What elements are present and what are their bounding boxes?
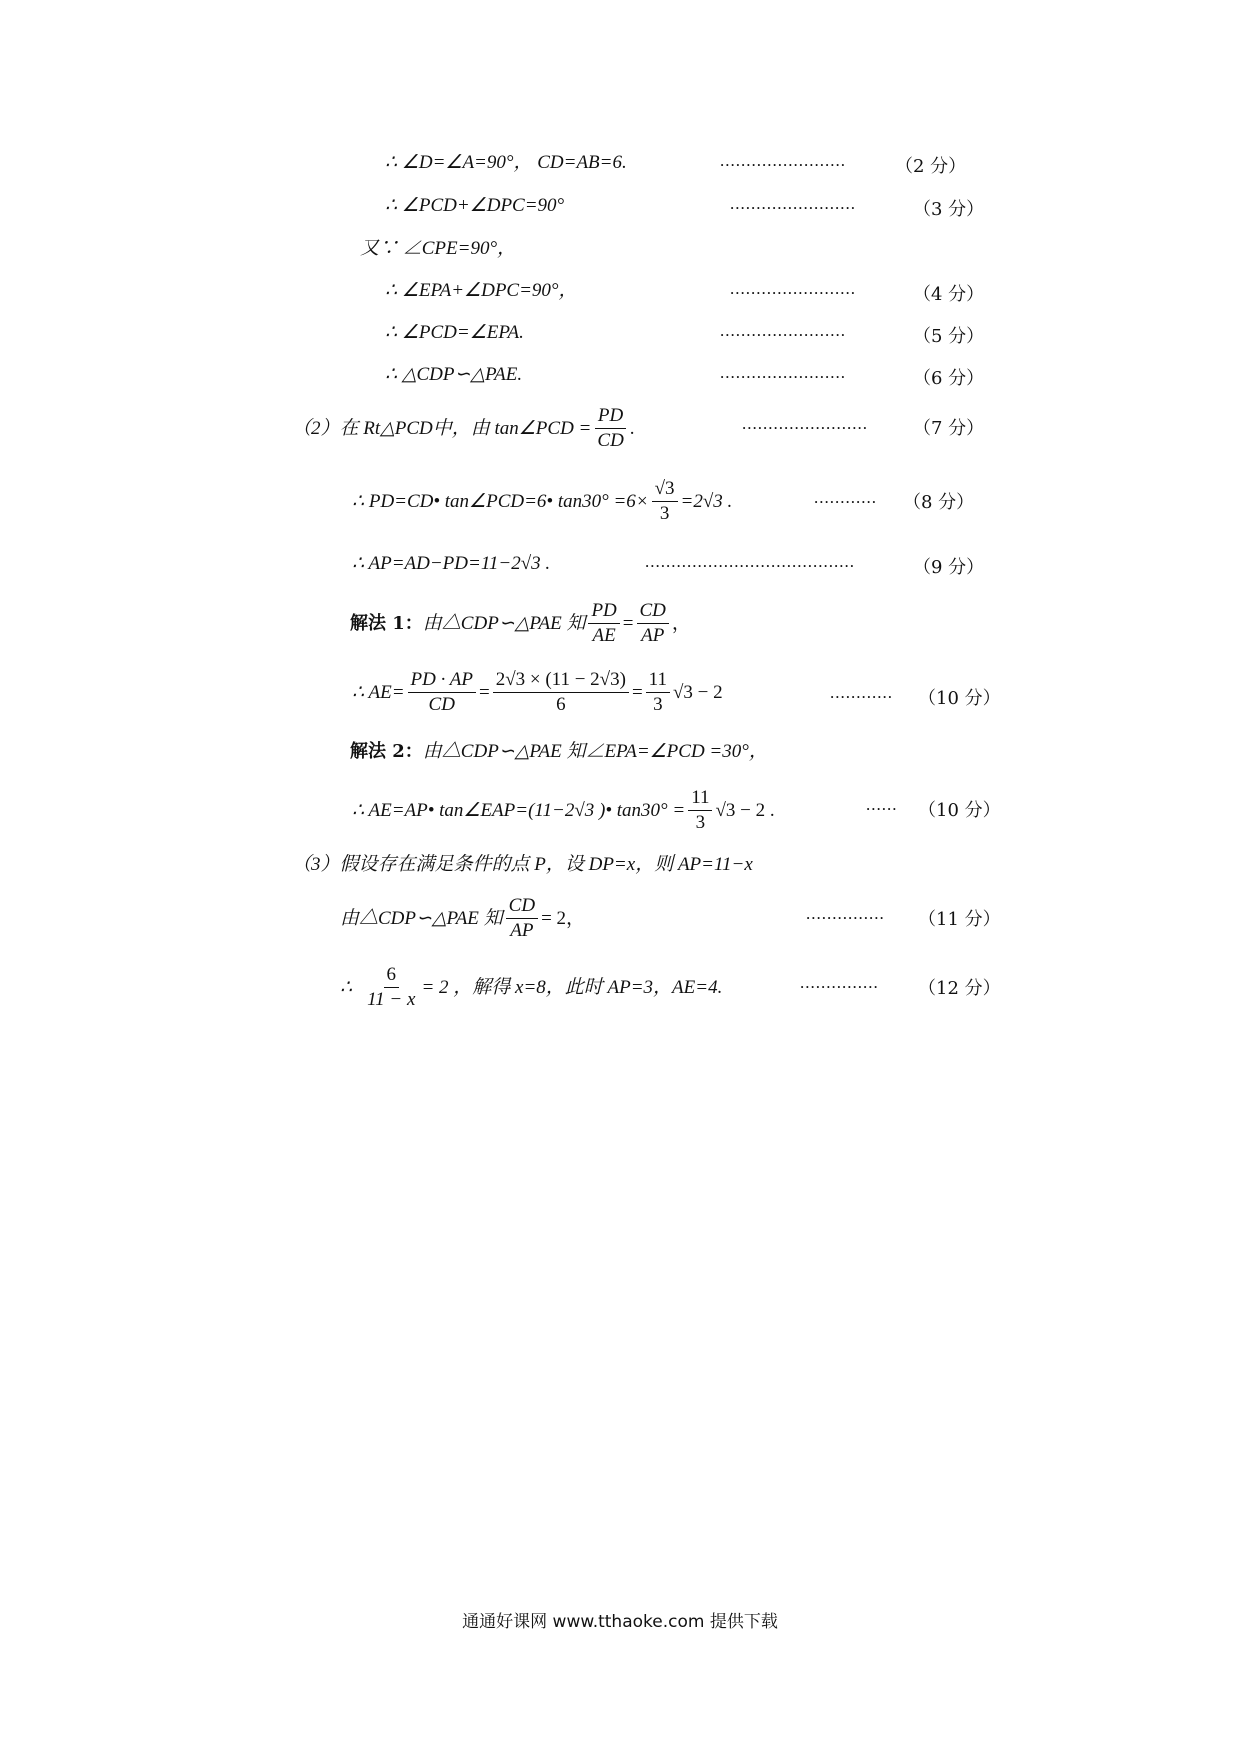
therefore-symbol: ∴ — [340, 976, 353, 998]
proof-line-3: 又∵ ∠CPE=90°， — [360, 238, 517, 259]
score-label: （7 分） — [913, 418, 985, 439]
dot-leader: ........................ — [720, 363, 846, 382]
ae-solution-1-result: √3 − 2 — [672, 681, 723, 703]
period: . — [629, 417, 635, 439]
dot-leader: ........................ — [720, 321, 846, 340]
fraction-denominator: CD — [597, 430, 624, 451]
solution-2-statement — [350, 741, 768, 763]
solution-1-label: 解法 1： — [350, 612, 423, 634]
dot-leader: ........................ — [730, 194, 856, 213]
score-label: （9 分） — [913, 557, 985, 578]
fraction-11-over-3 — [688, 786, 712, 835]
proof-line-6: ∴ △CDP∽△PAE. — [385, 364, 523, 385]
fraction-numerator: √3 — [652, 477, 678, 502]
fraction-denominator: AP — [641, 625, 665, 646]
final-solution — [340, 963, 722, 1012]
fraction-6-over-11-minus-x — [364, 963, 418, 1012]
pd-calculation-result: =2√3 . — [680, 490, 733, 512]
fraction-expanded — [493, 668, 629, 717]
ratio-prefix: 由△CDP∽△PAE 知 — [340, 907, 503, 929]
fraction-pd-cd — [594, 404, 626, 453]
proof-line-5: ∴ ∠PCD=∠EPA. — [385, 322, 524, 343]
fraction-denominator: AP — [510, 920, 534, 941]
equals-sign: = — [631, 681, 643, 703]
score-label: （4 分） — [913, 284, 985, 305]
ap-calculation: ∴ AP=AD−PD=11−2√3 . — [352, 553, 551, 574]
solution-1-prefix: 由△CDP∽△PAE 知 — [422, 612, 586, 634]
proof-line-2: ∴ ∠PCD+∠DPC=90° — [385, 195, 565, 216]
score-label: （6 分） — [913, 368, 985, 389]
page-footer: 通通好课网 www.tthaoke.com 提供下载 — [462, 1612, 778, 1632]
part-3-statement: （3）假设存在满足条件的点 P，设 DP=x，则 AP=11−x — [292, 854, 753, 875]
fraction-numerator: PD · AP — [408, 668, 476, 693]
ae-solution-2 — [352, 786, 775, 835]
fraction-denominator: 11 − x — [367, 989, 416, 1010]
score-label: （12 分） — [918, 978, 1001, 999]
fraction-numerator: CD — [506, 894, 538, 919]
score-label: （5 分） — [913, 326, 985, 347]
solution-2-label: 解法 2： — [350, 741, 423, 762]
score-label: （10 分） — [918, 800, 1001, 821]
fraction-numerator: PD — [595, 404, 626, 429]
part-2-statement — [292, 404, 635, 453]
fraction-numerator: 11 — [688, 786, 712, 811]
fraction-denominator: AE — [592, 625, 616, 646]
fraction-denominator: 3 — [695, 812, 706, 833]
solution-2-text: 由△CDP∽△PAE 知∠EPA=∠PCD =30°， — [422, 741, 768, 762]
score-label: （3 分） — [913, 199, 985, 220]
fraction-denominator: 3 — [659, 503, 670, 524]
score-label: （8 分） — [903, 492, 975, 513]
fraction-cd-ap — [637, 599, 669, 648]
fraction-denominator: 3 — [653, 694, 663, 715]
dot-leader: ........................ — [730, 279, 856, 298]
fraction-numerator: 2√3 × (11 − 2√3) — [493, 668, 629, 693]
solution-1-statement — [350, 599, 691, 648]
pd-calculation-prefix: ∴ PD=CD• tan∠PCD=6• tan30° =6× — [352, 490, 649, 512]
fraction-denominator: 6 — [556, 694, 566, 715]
comma: ， — [671, 612, 691, 634]
equals-sign: = — [478, 681, 490, 703]
dot-leader: ........................ — [720, 151, 846, 170]
fraction-sqrt3-over-3 — [652, 477, 678, 526]
fraction-denominator: CD — [428, 694, 455, 715]
fraction-11-over-3 — [646, 668, 670, 717]
dot-leader: ............... — [806, 904, 885, 923]
fraction-numerator: 11 — [646, 668, 670, 693]
pd-calculation — [352, 477, 732, 526]
fraction-pdap-cd — [408, 668, 476, 717]
score-label: （11 分） — [918, 909, 1001, 930]
dot-leader: ........................................ — [645, 552, 855, 571]
fraction-numerator: PD — [588, 599, 619, 624]
dot-leader: ............ — [830, 683, 893, 702]
ae-solution-1 — [352, 668, 723, 717]
fraction-numerator: CD — [637, 599, 669, 624]
dot-leader: ............ — [814, 488, 877, 507]
score-label: （2 分） — [895, 156, 967, 177]
ratio-result: = 2， — [541, 907, 586, 929]
final-solution-text: = 2 ，解得 x=8，此时 AP=3，AE=4. — [421, 976, 723, 998]
ae-solution-2-result: √3 − 2 . — [715, 799, 775, 821]
fraction-numerator: 6 — [384, 963, 400, 988]
score-label: （10 分） — [918, 688, 1001, 709]
dot-leader: ........................ — [742, 414, 868, 433]
dot-leader: ...... — [866, 795, 898, 814]
dot-leader: ............... — [800, 973, 879, 992]
ae-solution-2-prefix: ∴ AE=AP• tan∠EAP=(11−2√3 )• tan30° = — [352, 799, 686, 821]
ae-solution-1-prefix: ∴ AE= — [352, 681, 405, 703]
equals-sign: = — [622, 612, 634, 634]
proof-line-1: ∴ ∠D=∠A=90°， CD=AB=6. — [385, 152, 627, 173]
fraction-cd-ap — [506, 894, 538, 943]
part-2-prefix: （2）在 Rt△PCD中，由 tan∠PCD = — [292, 417, 592, 439]
fraction-pd-ae — [588, 599, 619, 648]
ratio-statement — [340, 894, 585, 943]
proof-line-4: ∴ ∠EPA+∠DPC=90°， — [385, 280, 578, 301]
